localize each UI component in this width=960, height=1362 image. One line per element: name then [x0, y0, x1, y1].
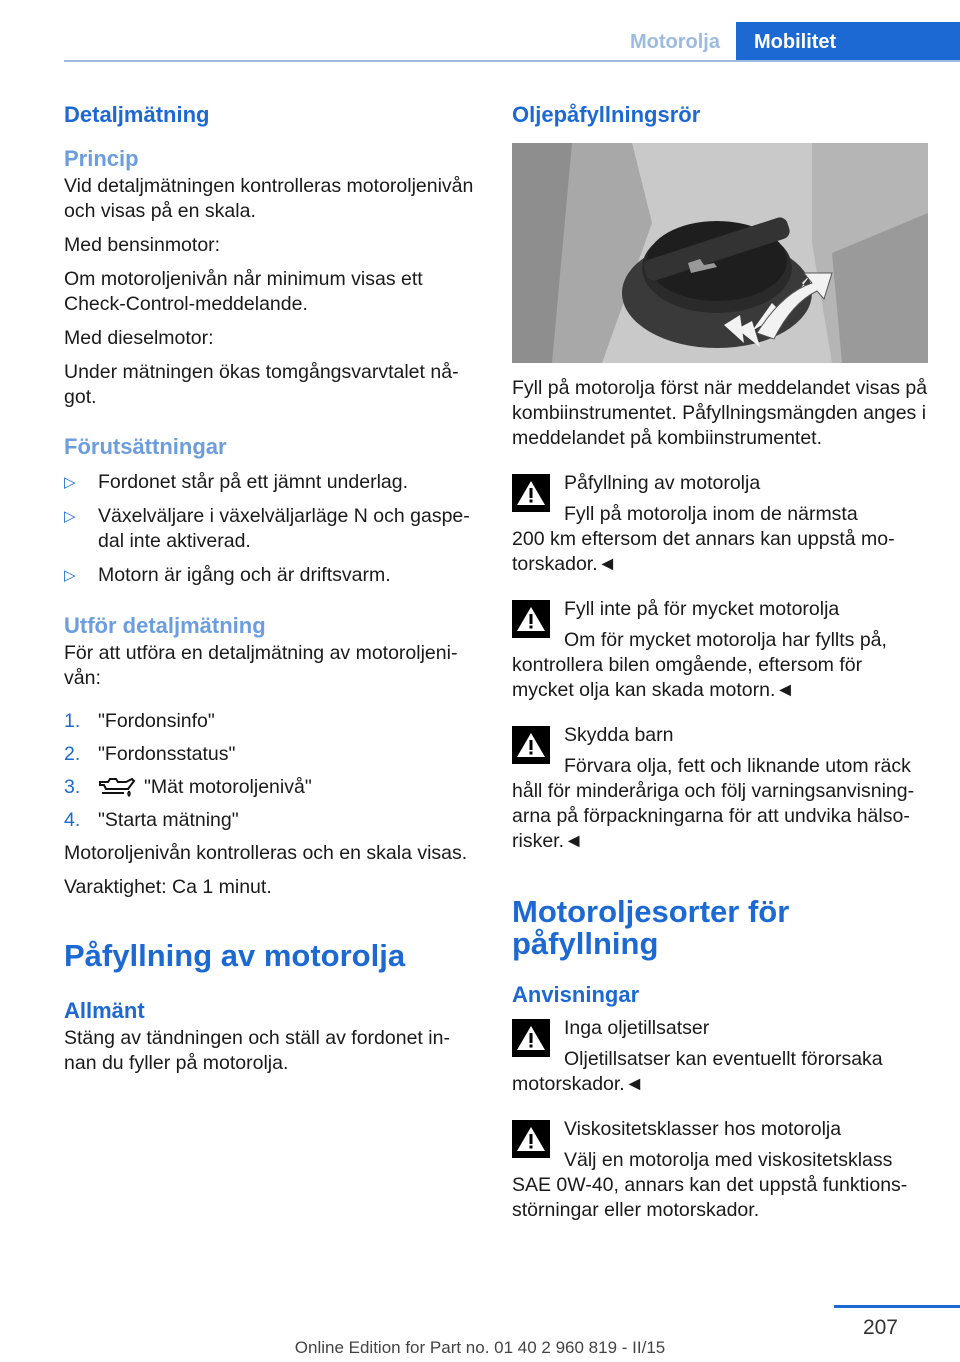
warning-icon	[512, 1120, 550, 1158]
warning-note: Fyll inte på för mycket motorolja Om för mycket motorolja har fyllts på, kontrollera bilen omgående, eftersom för mycket olja kan skada motorn.◄	[512, 598, 887, 701]
heading-allmant: Allmänt	[64, 998, 145, 1023]
warning-note: Skydda barn Förvara olja, fett och liknande utom räck håll för minderåriga och följ varningsanvisningarna på förpackningarna för att undvika hälsorisker.◄	[512, 724, 915, 852]
page-number: 207	[862, 1316, 898, 1339]
list-item: 1. "Fordonsinfo"	[64, 710, 215, 732]
paragraph-diesel-text: Under mätningen ökas tomgångsvarvtalet något.	[64, 361, 459, 408]
warning-icon	[512, 1019, 550, 1057]
triangle-bullet-icon: ▷	[64, 508, 76, 525]
heading-pafyllning: Påfyllning av motorolja	[64, 938, 406, 973]
oil-filler-cap-photo	[512, 143, 928, 363]
warning-note: Påfyllning av motorolja Fyll på motorolja inom de närmsta 200 km eftersom det annars kan uppstå motorskador.◄	[512, 472, 895, 575]
warning-note: Inga oljetillsatser Oljetillsatser kan eventuellt förorsaka motorskador.◄	[512, 1017, 883, 1095]
list-item: ▷ Fordonet står på ett jämnt underlag.	[64, 471, 409, 493]
header-chapter-tab[interactable]: Mobilitet	[736, 22, 960, 62]
paragraph-result: Motoroljenivån kontrolleras och en skala visas.	[64, 842, 468, 864]
paragraph-bensin-label: Med bensinmotor:	[64, 234, 221, 256]
warning-icon	[512, 726, 550, 764]
paragraph-allmant: Stäng av tändningen och ställ av fordonet innan du fyller på motorolja.	[64, 1027, 450, 1074]
heading-forutsattningar: Förutsättningar	[64, 434, 227, 459]
paragraph-fyll: Fyll på motorolja först när meddelandet visas på kombiinstrumentet. Påfyllningsmängden anges i meddelandet på kombiinstrumentet.	[512, 377, 928, 449]
list-item: ▷ Växelväljare i växelväljarläge N och gaspedal inte aktiverad.	[64, 505, 470, 552]
paragraph-princip: Vid detaljmätningen kontrolleras motoroljenivån och visas på en skala.	[64, 175, 474, 222]
paragraph-diesel-label: Med dieselmotor:	[64, 327, 214, 349]
conditions-list	[64, 470, 474, 588]
heading-oljepafyllningsror: Oljepåfyllningsrör	[512, 102, 701, 127]
oil-can-icon	[98, 775, 138, 797]
right-column	[512, 100, 928, 1223]
heading-princip: Princip	[64, 146, 139, 171]
triangle-bullet-icon: ▷	[64, 474, 76, 491]
header-section-title: Motorolja	[630, 31, 720, 53]
footer-rule	[834, 1305, 960, 1308]
heading-utfor-detaljmatning: Utför detaljmätning	[64, 613, 266, 638]
list-item: ▷ Motorn är igång och är driftsvarm.	[64, 564, 391, 586]
paragraph-duration: Varaktighet: Ca 1 minut.	[64, 876, 272, 898]
list-item: 3. "Mät motoroljenivå"	[64, 776, 312, 798]
warning-note: Viskositetsklasser hos motorolja Välj en motorolja med viskositetsklass SAE 0W-40, annars kan det uppstå funktionsstörningar eller motorskador.	[512, 1118, 908, 1221]
footer-edition: Online Edition for Part no. 01 40 2 960 819 - II/15	[294, 1338, 666, 1357]
list-item: 2. "Fordonsstatus"	[64, 743, 236, 765]
triangle-bullet-icon: ▷	[64, 567, 76, 584]
header-rule	[64, 60, 960, 62]
warning-icon	[512, 474, 550, 512]
heading-motoroljesorter: Motoroljesorter för påfyllning	[512, 894, 790, 961]
left-column	[64, 100, 474, 1076]
heading-anvisningar: Anvisningar	[512, 982, 640, 1007]
warning-icon	[512, 600, 550, 638]
list-item: 4. "Starta mätning"	[64, 809, 239, 831]
steps-list	[64, 709, 474, 833]
heading-detaljmatning: Detaljmätning	[64, 102, 210, 127]
paragraph-bensin-text: Om motoroljenivån når minimum visas ett Check-Control-meddelande.	[64, 268, 423, 315]
paragraph-utfor: För att utföra en detaljmätning av motoroljenivån:	[64, 642, 458, 689]
